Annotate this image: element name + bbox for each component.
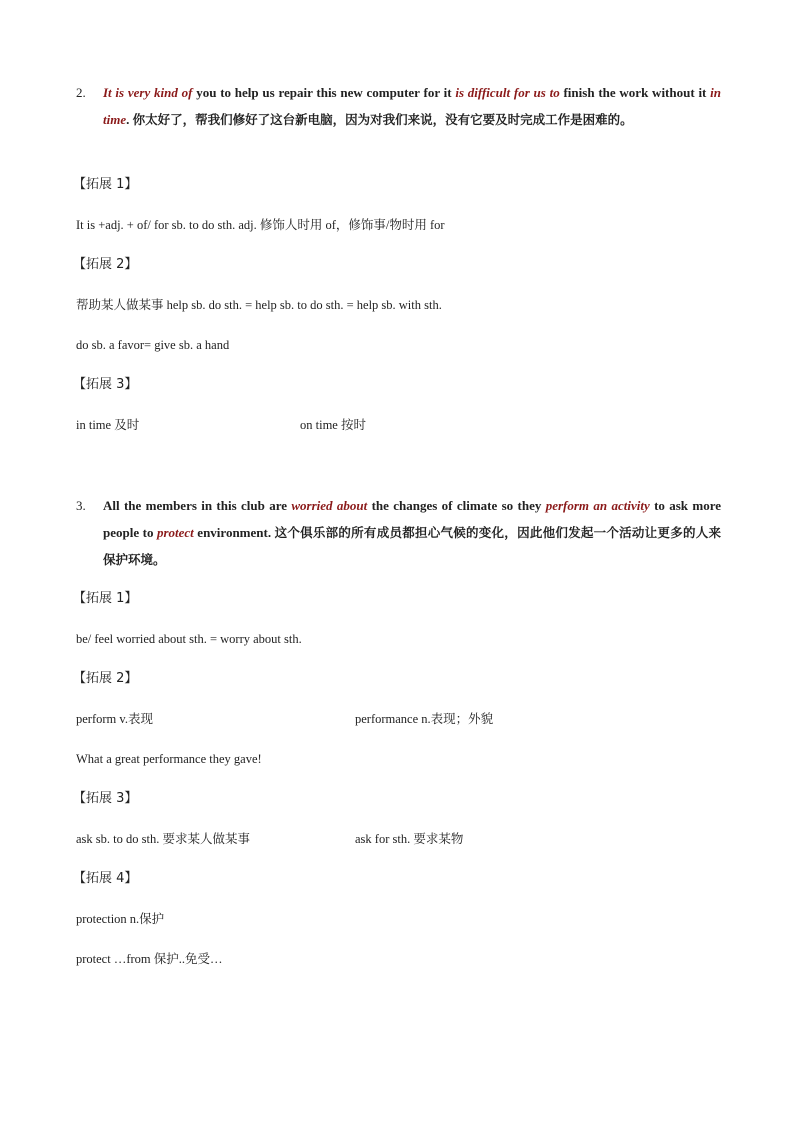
highlighted-phrase: worried about (291, 498, 368, 513)
sentence-segment: the changes of climate so they (367, 498, 546, 513)
sentence-text (103, 79, 721, 133)
highlighted-phrase: in time (103, 85, 721, 127)
sentence-text (103, 492, 721, 573)
sentence-segment: finish the work without it (559, 85, 711, 100)
extension-line-left: in time 及时 (76, 418, 140, 432)
sentence-item-3 (76, 492, 721, 573)
extension-line: be/ feel worried about sth. = worry about sth. (76, 632, 302, 646)
item-number: 3. (76, 498, 86, 513)
highlighted-phrase: perform an activity (545, 498, 650, 513)
sentence-segment: you to help us repair this new computer for it (192, 85, 456, 100)
highlighted-phrase: is difficult for us to (455, 85, 560, 100)
extension-heading-2: 【拓展 2】 (73, 257, 138, 272)
sentence-segment: All the members in this club are (103, 498, 292, 513)
extension-line-right: on time 按时 (300, 418, 366, 432)
extension-heading-1: 【拓展 1】 (73, 177, 138, 192)
extension-line: protection n.保护 (76, 912, 165, 926)
sentence-item-2 (76, 79, 721, 133)
extension-heading-3: 【拓展 3】 (73, 791, 138, 806)
extension-line-right: performance n.表现；外貌 (355, 712, 494, 726)
sentence-segment: environment. (193, 525, 275, 540)
extension-line: protect …from 保护..免受… (76, 952, 223, 966)
extension-line-left: perform v.表现 (76, 712, 153, 726)
highlighted-phrase: It is very kind of (103, 85, 193, 100)
sentence-segment: to ask more people to (103, 498, 722, 540)
extension-line: do sb. a favor= give sb. a hand (76, 338, 230, 352)
highlighted-phrase: protect (156, 525, 194, 540)
extension-line: 帮助某人做某事 help sb. do sth. = help sb. to do sth. = help sb. with sth. (76, 298, 442, 312)
extension-heading-4: 【拓展 4】 (73, 871, 138, 886)
extension-heading-1: 【拓展 1】 (73, 591, 138, 606)
item-number: 2. (76, 85, 86, 100)
chinese-translation: 你太好了，帮我们修好了这台新电脑，因为对我们来说，没有它要及时完成工作是困难的。 (132, 112, 633, 127)
extension-line-left: ask sb. to do sth. 要求某人做某事 (76, 832, 250, 846)
chinese-translation: 这个俱乐部的所有成员都担心气候的变化，因此他们发起一个活动让更多的人来保护环境。 (103, 525, 721, 567)
extension-line-right: ask for sth. 要求某物 (355, 832, 464, 846)
extension-line: It is +adj. + of/ for sb. to do sth. adj. 修饰人时用 of，修饰事/物时用 for (76, 218, 445, 232)
extension-heading-2: 【拓展 2】 (73, 671, 138, 686)
extension-line: What a great performance they gave! (76, 752, 262, 766)
extension-heading-3: 【拓展 3】 (73, 377, 138, 392)
sentence-segment: . (126, 112, 133, 127)
